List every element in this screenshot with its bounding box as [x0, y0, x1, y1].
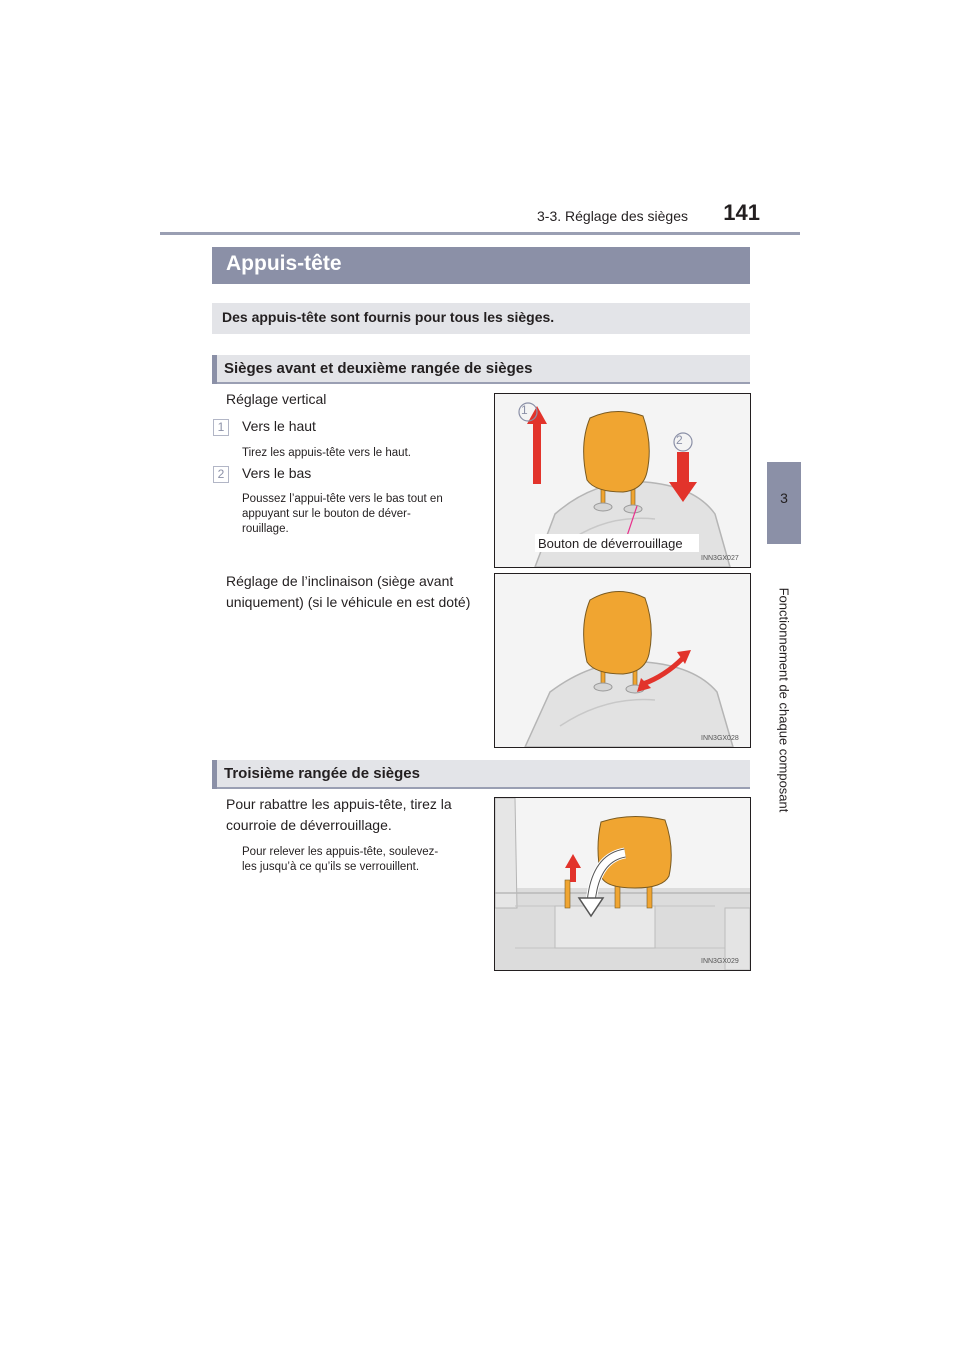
section2-heading: Troisième rangée de sièges [224, 765, 420, 782]
incline-adjust-line2: uniquement) (si le véhicule en est doté) [226, 594, 471, 610]
fold-instruction-line2: courroie de déverrouillage. [226, 817, 392, 833]
step-2-desc-line1: Poussez l’appui-tête vers le bas tout en [242, 493, 443, 505]
step-2-desc-line2: appuyant sur le bouton de déver- [242, 508, 411, 520]
figure-code: INN3GX027 [701, 555, 739, 562]
step-2-title: Vers le bas [242, 465, 312, 481]
chapter-number: 3 [780, 490, 788, 506]
page-number: 141 [723, 200, 760, 225]
vertical-adjust-label: Réglage vertical [226, 391, 327, 407]
intro-text: Des appuis-tête sont fournis pour tous les sièges. [222, 309, 555, 325]
step-1-title: Vers le haut [242, 418, 316, 434]
figure-label-1: 1 [521, 403, 528, 417]
figure-third-row-fold [494, 797, 751, 971]
page-title: Appuis-tête [226, 252, 342, 275]
figure-vertical-adjust [494, 393, 751, 568]
raise-note-line2: les jusqu’à ce qu’ils se verrouillent. [242, 861, 420, 873]
figure-tilt-adjust [494, 573, 751, 748]
release-button-callout: Bouton de déverrouillage [538, 536, 683, 551]
section1-heading: Sièges avant et deuxième rangée de sièges [224, 360, 533, 377]
section1-marker [212, 355, 217, 384]
figure-code: INN3GX028 [701, 735, 739, 742]
step-2-badge: 2 [213, 466, 229, 483]
running-header-section: 3-3. Réglage des sièges [537, 208, 688, 224]
raise-note-line1: Pour relever les appuis-tête, soulevez- [242, 846, 439, 858]
header-rule [160, 232, 800, 235]
section2-marker [212, 760, 217, 789]
chapter-label: Fonctionnement de chaque composant [776, 587, 792, 813]
step-1-badge: 1 [213, 419, 229, 436]
figure-label-2: 2 [676, 433, 683, 447]
step-2-desc-line3: rouillage. [242, 523, 289, 535]
incline-adjust-line1: Réglage de l’inclinaison (siège avant [226, 573, 454, 589]
figure-code: INN3GX029 [701, 958, 739, 965]
step-1-desc: Tirez les appuis-tête vers le haut. [242, 447, 411, 459]
fold-instruction-line1: Pour rabattre les appuis-tête, tirez la [226, 796, 452, 812]
